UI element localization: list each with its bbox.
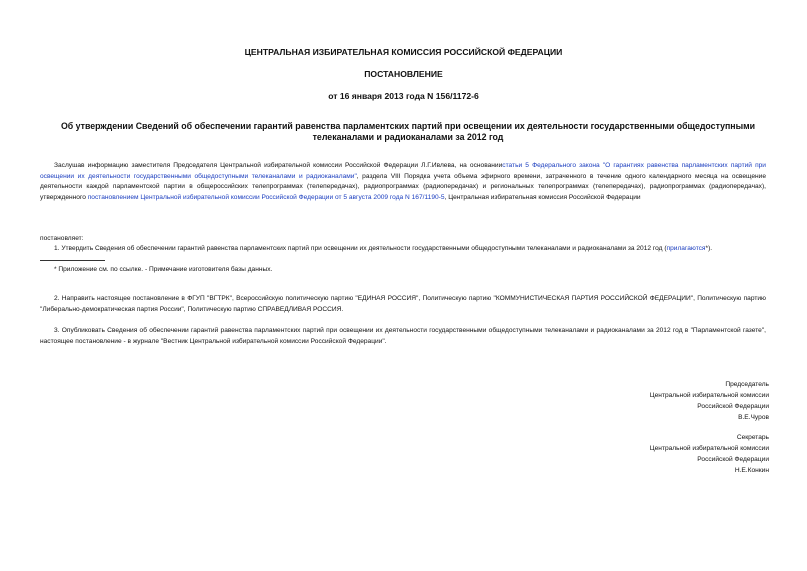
footnote-divider <box>40 260 105 261</box>
item-1 <box>40 244 766 255</box>
cec-resolution-link[interactable]: постановлением Центральной избирательной комиссии Российской Федерации от 5 августа 2009 года N 167/1190-5 <box>87 193 445 201</box>
item-1-text: 1. Утвердить Сведения об обеспечении гарантий равенства парламентских партий при освещении их деятельности государственными общедоступными телеканалами и радиоканалами за 2012 год ( <box>54 245 667 252</box>
item-2: 2. Направить настоящее постановление в ФГУП "ВГТРК", Всероссийскую политическую партию "ЕДИНАЯ РОССИЯ", Политическую партию "КОММУНИСТИЧЕСКАЯ ПАРТИЯ РОССИЙСКОЙ ФЕДЕРАЦИИ", Политическую партию "Либерально-демократическая партия России", Политическую партию СПРАВЕДЛИВАЯ РОССИЯ. <box>40 295 766 313</box>
signature-secretary <box>569 432 769 476</box>
signature-role: Секретарь <box>736 434 769 441</box>
appendix-link[interactable]: прилагаются <box>666 245 706 252</box>
document-title: Об утверждении Сведений об обеспечении гарантий равенства парламентских партий при освещении их деятельности государственными общедоступными телеканалами и радиоканалами за 2012 год <box>60 121 756 142</box>
signature-name: Н.Е.Конкин <box>734 467 769 474</box>
document-type: ПОСТАНОВЛЕНИЕ <box>364 69 443 79</box>
decree-word: постановляет: <box>40 235 84 242</box>
item-1-tail: *). <box>705 245 713 252</box>
federal-law-link[interactable]: статьи 5 Федерального закона "О гарантиях равенства парламентских партий при освещении их деятельности государственными общедоступными телеканалами и радиоканалами" <box>40 162 766 180</box>
document-date-number: от 16 января 2013 года N 156/1172-6 <box>328 91 479 101</box>
item-3: 3. Опубликовать Сведения об обеспечении гарантий равенства парламентских партий при освещении их деятельности государственными общедоступными телеканалами и радиоканалами за 2012 год в "Парламентской газете", настоящее постановление - в журнале "Вестник Центральной избирательной комиссии Российской Федерации". <box>40 327 766 345</box>
signature-line: Российской Федерации <box>697 403 769 410</box>
signature-line: Центральной избирательной комиссии <box>649 392 769 399</box>
preamble-text-3: , Центральная избирательная комиссия Российской Федерации <box>444 193 641 201</box>
signature-chairman <box>569 379 769 423</box>
preamble-text-2: , раздела VIII Порядка учета объема эфирного времени, затраченного в течение одного календарного месяца на освещение деятельности каждой парламентской партии в общероссийских телепрограммах (телепередачах), радиопрограммах (радиопередачах) и региональных телепрограммах (телепередачах), радиопрограммах (радиопередачах), утвержденного <box>40 172 766 201</box>
signature-line: Российской Федерации <box>697 456 769 463</box>
signature-role: Председатель <box>725 381 769 388</box>
footnote: * Приложение см. по ссылке. - Примечание изготовителя базы данных. <box>54 266 273 273</box>
organization-heading: ЦЕНТРАЛЬНАЯ ИЗБИРАТЕЛЬНАЯ КОМИССИЯ РОССИЙСКОЙ ФЕДЕРАЦИИ <box>244 47 563 57</box>
signature-line: Центральной избирательной комиссии <box>649 445 769 452</box>
preamble-text-1: Заслушав информацию заместителя Председателя Центральной избирательной комиссии Российской Федерации Л.Г.Ивлева, на основании <box>54 162 503 169</box>
signature-name: В.Е.Чуров <box>738 414 769 421</box>
preamble-paragraph <box>40 161 766 203</box>
